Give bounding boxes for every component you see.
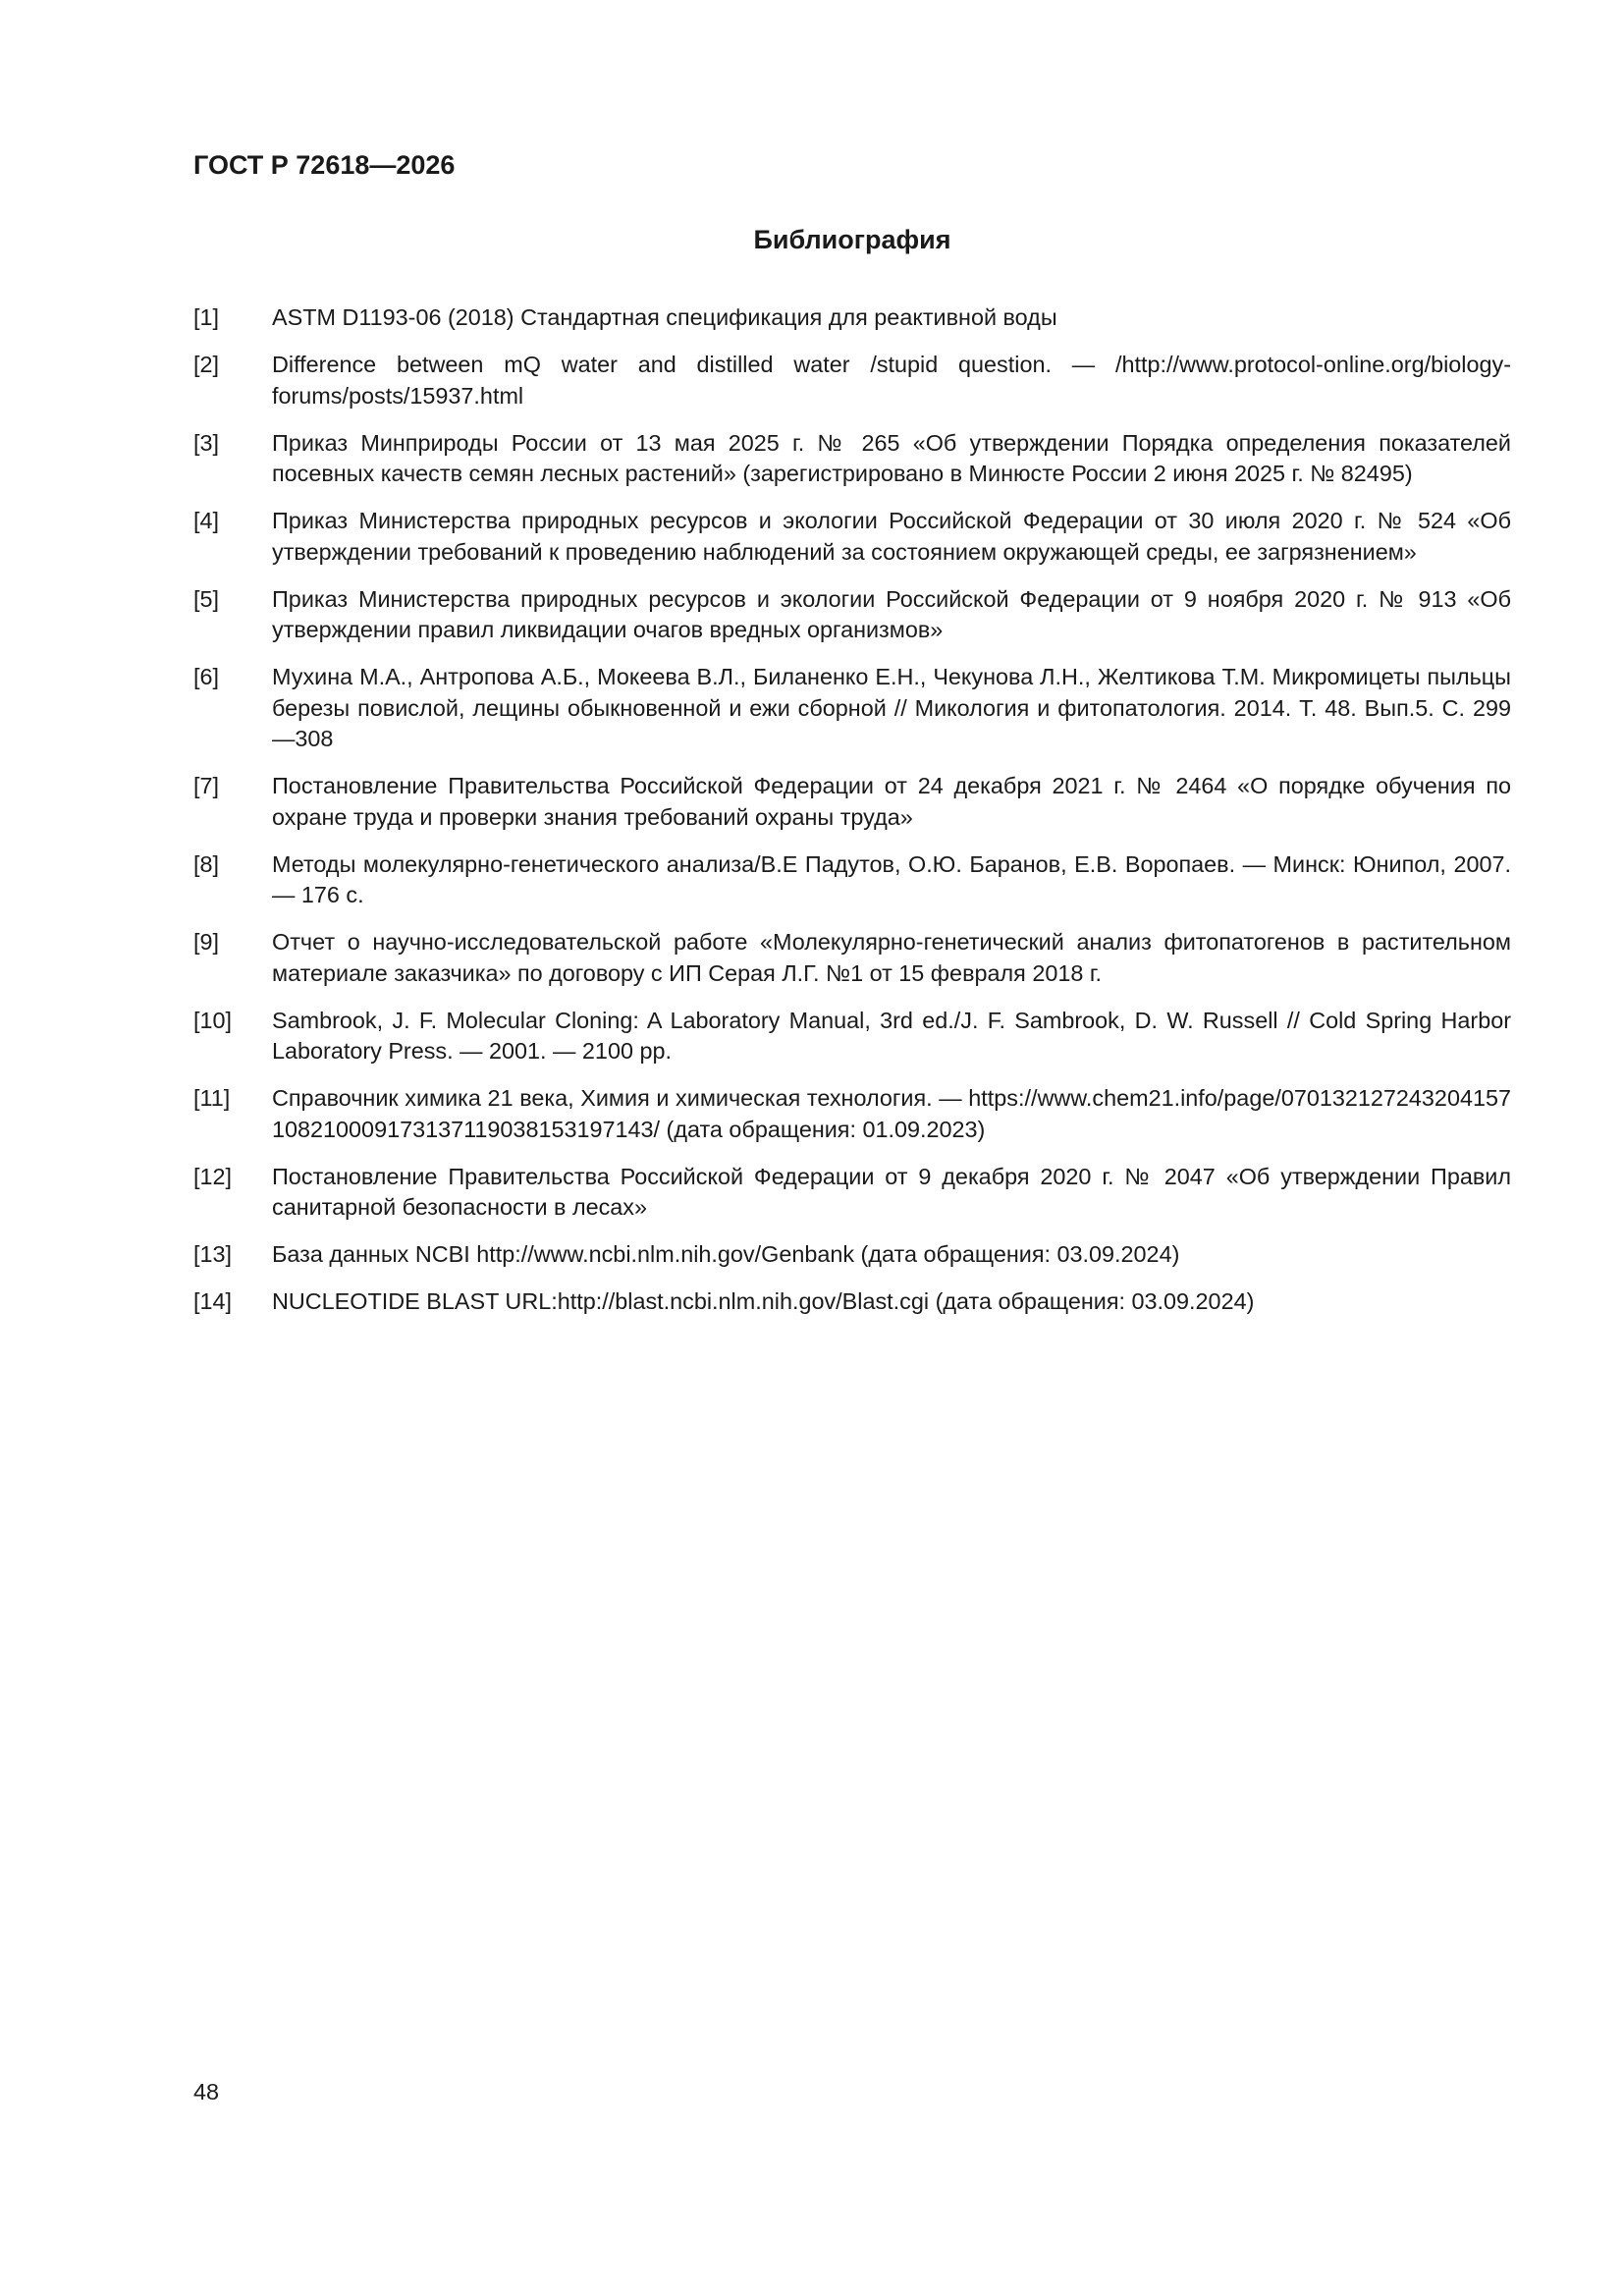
bibliography-entry [193, 662, 1511, 755]
bibliography-entry [193, 1286, 1511, 1318]
entry-text: Приказ Министерства природных ресурсов и экологии Российской Федерации от 30 июля 2020 г. № 524 «Об утверждении требований к проведению наблюдений за состоянием окружающей среды, ее загрязнением» [272, 508, 1511, 565]
entry-text: Приказ Министерства природных ресурсов и экологии Российской Федерации от 9 ноября 2020 г. № 913 «Об утверждении правил ликвидации очагов вредных организмов» [272, 585, 1511, 642]
bibliography-title: Библиография [753, 225, 951, 254]
entry-number: [14] [193, 1288, 233, 1314]
entry-text: ASTM D1193-06 (2018) Стандартная спецификация для реактивной воды [272, 304, 1057, 330]
entry-text: База данных NCBI http://www.ncbi.nlm.nih.gov/Genbank (дата обращения: 03.09.2024) [272, 1241, 1180, 1267]
bibliography-entry [193, 927, 1511, 989]
entry-text: Приказ Минприроды России от 13 мая 2025 г. № 265 «Об утверждении Порядка определения показателей посевных качеств семян лесных растений» (зарегистрировано в Минюсте России 2 июня 2025 г. № 82495) [272, 429, 1511, 486]
entry-number: [1] [193, 304, 220, 330]
entry-number: [10] [193, 1007, 233, 1033]
entry-number: [8] [193, 850, 220, 877]
document-code-header: ГОСТ Р 72618—2026 [193, 150, 456, 180]
entry-number: [3] [193, 429, 220, 456]
bibliography-entry [193, 1083, 1511, 1145]
entry-text: NUCLEOTIDE BLAST URL:http://blast.ncbi.nlm.nih.gov/Blast.cgi (дата обращения: 03.09.2024) [272, 1288, 1255, 1314]
entry-number: [6] [193, 664, 220, 689]
bibliography-list [193, 302, 1511, 1334]
entry-number: [11] [193, 1085, 231, 1111]
bibliography-entry [193, 428, 1511, 490]
entry-number: [9] [193, 929, 220, 955]
entry-text: Отчет о научно-исследовательской работе «Молекулярно-генетический анализ фитопатогенов в растительном материале заказчика» по договору с ИП Серая Л.Г. №1 от 15 февраля 2018 г. [272, 929, 1511, 986]
bibliography-entry [193, 506, 1511, 568]
entry-number: [2] [193, 352, 220, 377]
entry-number: [13] [193, 1241, 233, 1267]
bibliography-entry [193, 1006, 1511, 1067]
bibliography-entry [193, 849, 1511, 911]
entry-text: Sambrook, J. F. Molecular Cloning: A Laboratory Manual, 3rd ed./J. F. Sambrook, D. W. Russell // Cold Spring Harbor Laboratory Press. — 2001. — 2100 pp. [272, 1007, 1511, 1064]
entry-number: [12] [193, 1163, 233, 1189]
entry-text: Difference between mQ water and distilled water /stupid question. — /http://www.protocol-online.org/biology-forums/posts/15937.html [272, 352, 1511, 409]
page-number: 48 [193, 2079, 220, 2105]
entry-text: Постановление Правительства Российской Федерации от 24 декабря 2021 г. № 2464 «О порядке обучения по охране труда и проверки знания требований охраны труда» [272, 773, 1511, 830]
entry-number: [5] [193, 585, 220, 612]
entry-text: Методы молекулярно-генетического анализа/В.Е Падутов, О.Ю. Баранов, Е.В. Воропаев. — Минск: Юнипол, 2007. — 176 с. [272, 850, 1511, 907]
bibliography-entry [193, 1162, 1511, 1224]
bibliography-entry [193, 584, 1511, 646]
entry-text: Постановление Правительства Российской Федерации от 9 декабря 2020 г. № 2047 «Об утверждении Правил санитарной безопасности в лесах» [272, 1163, 1511, 1220]
bibliography-entry [193, 350, 1511, 411]
bibliography-entry [193, 771, 1511, 833]
entry-text: Справочник химика 21 века, Химия и химическая технология. — https://www.chem21.info/page/070132127243204157108210009173137119038153197143/ (дата обращения: 01.09.2023) [272, 1085, 1511, 1142]
entry-number: [4] [193, 508, 220, 533]
entry-text: Мухина М.А., Антропова А.Б., Мокеева В.Л., Биланенко Е.Н., Чекунова Л.Н., Желтикова Т.М. Микромицеты пыльцы березы повислой, лещины обыкновенной и ежи сборной // Микология и фитопатология. 2014. Т. 48. Вып.5. С. 299—308 [272, 664, 1511, 751]
bibliography-entry [193, 302, 1511, 334]
bibliography-entry [193, 1239, 1511, 1271]
entry-number: [7] [193, 773, 220, 798]
